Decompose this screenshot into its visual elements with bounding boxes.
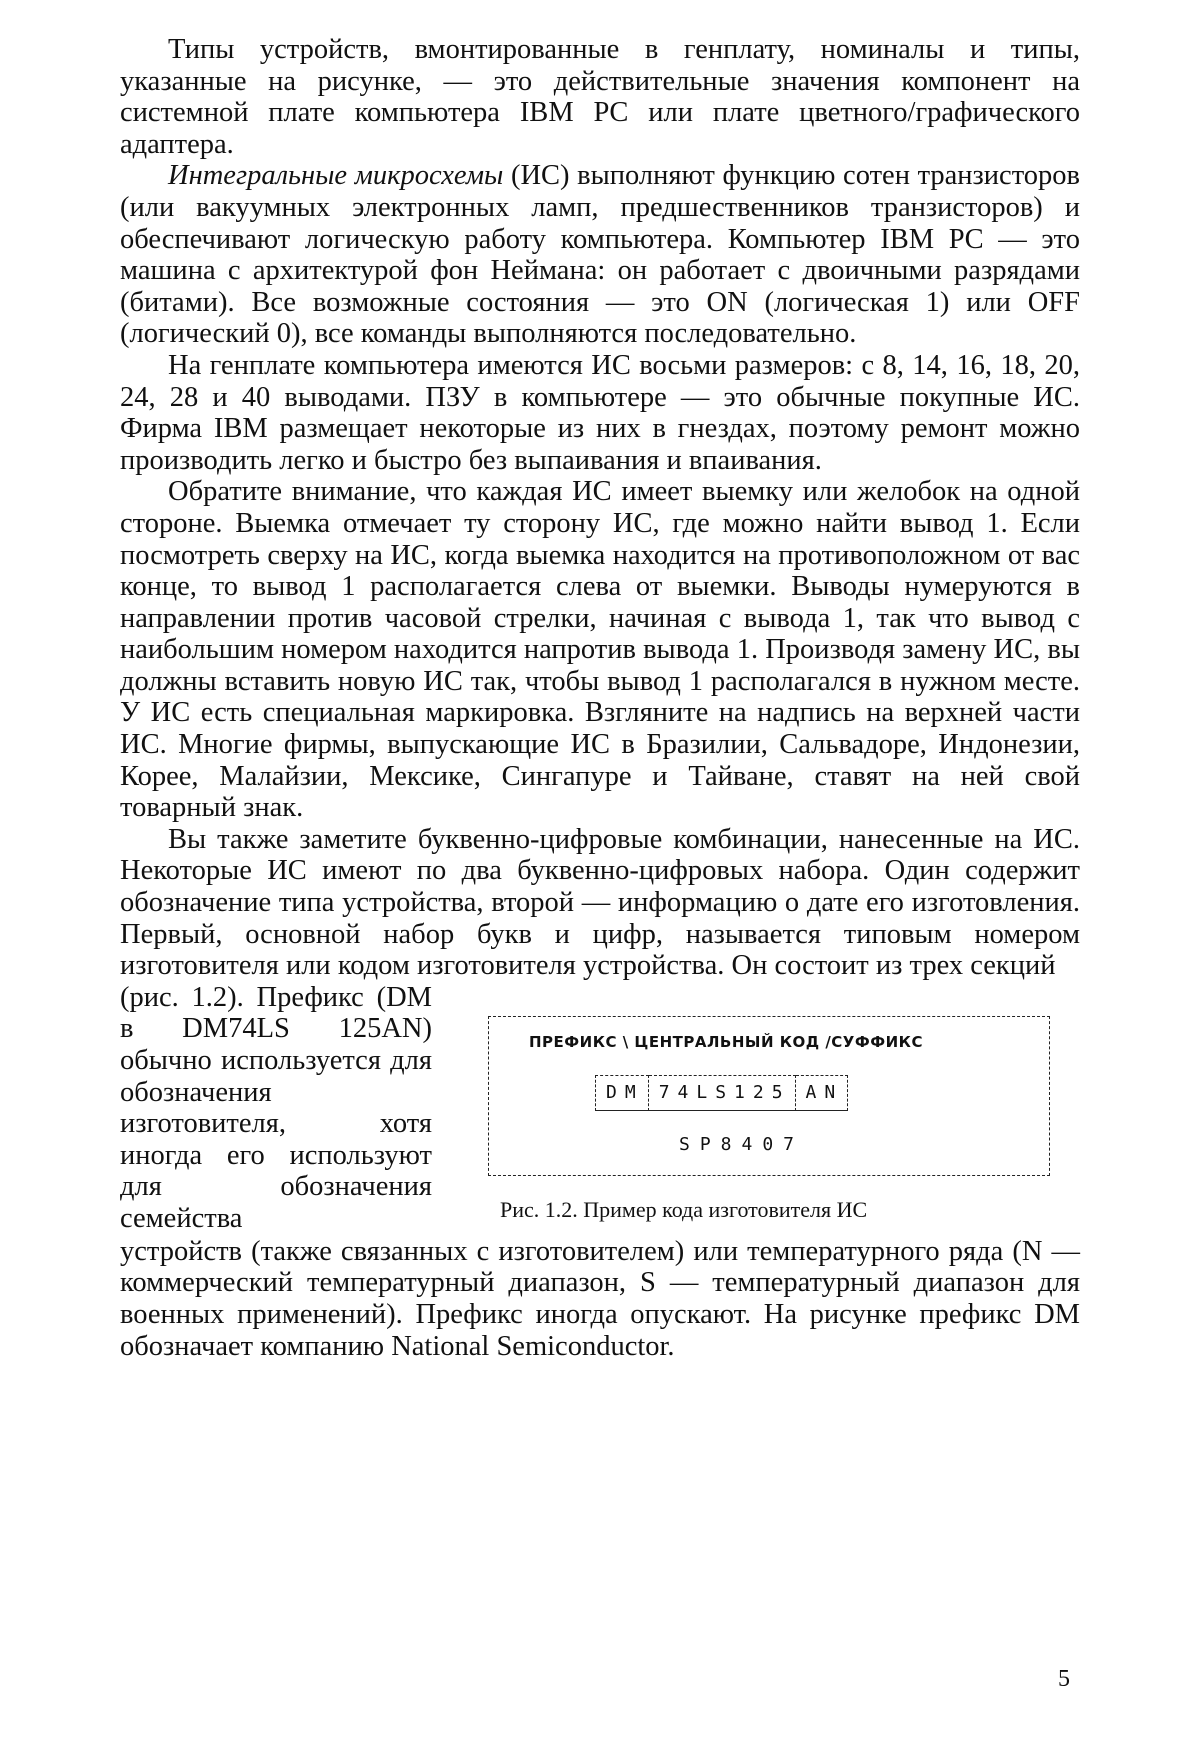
term-integrated-circuits: Интегральные микросхемы xyxy=(168,160,504,192)
paragraph-6-continued: устройств (также связанных с изготовителем) или температурного ряда (N — коммерческий температурный диапазон, S — температурный диапазон для военных применений). Префикс иногда опускают. На рисунке префикс DM обозначает компанию National Semiconductor. xyxy=(120,1235,1080,1362)
paragraph-5: Вы также заметите буквенно-цифровые комбинации, нанесенные на ИС. Некоторые ИС имеют по два буквенно-цифровых набора. Один содержит обозначение типа устройства, второй — информацию о дате его изготовления. Первый, основной набор букв и цифр, называется типовым номером изготовителя или кодом изготовителя устройства. Он состоит из трех секций xyxy=(120,823,1080,982)
figure-caption: Рис. 1.2. Пример кода изготовителя ИС xyxy=(500,1196,868,1222)
figure-ic-code xyxy=(488,1016,1050,1176)
paragraph-2-text: (ИС) выполняют функцию сотен транзисторов (или вакуумных электронных ламп, предшественников транзисторов) и обеспечивают логическую работу компьютера. Компьютер IBM PC — это машина с архитектурой фон Неймана: он работает с двоичными разрядами (битами). Все возможные состояния — это ON (логическая 1) или OFF (логический 0), все команды выполняются последовательно. xyxy=(120,160,1080,350)
paragraph-4: Обратите внимание, что каждая ИС имеет выемку или желобок на одной стороне. Выемка отмечает ту сторону ИС, где можно найти вывод 1. Если посмотреть сверху на ИС, когда выемка находится на противоположном от вас конце, то вывод 1 располагается слева от выемки. Выводы нумеруются в направлении против часовой стрелки, начиная с вывода 1, так что вывод с наибольшим номером находится напротив вывода 1. Производя замену ИС, вы должны вставить новую ИС так, чтобы вывод 1 располагался в нужном месте. У ИС есть специальная маркировка. Взгляните на надпись на верхней части ИС. Многие фирмы, выпускающие ИС в Бразилии, Сальвадоре, Индонезии, Корее, Малайзии, Мексике, Сингапуре и Тайване, ставят на ней свой товарный знак. xyxy=(120,476,1080,824)
paragraph-6-wrapped: (рис. 1.2). Префикс (DM в DM74LS 125AN) обычно используется для обозначения изготовителя, хотя иногда его используют для обозначения семейства xyxy=(120,981,432,1234)
code-prefix: DM xyxy=(595,1075,649,1111)
paragraph-2 xyxy=(120,160,1080,350)
figure-header: ПРЕФИКС \ ЦЕНТРАЛЬНЫЙ КОД /СУФФИКС xyxy=(529,1032,923,1051)
paragraph-3: На генплате компьютера имеются ИС восьми размеров: с 8, 14, 16, 18, 20, 24, 28 и 40 выводами. ПЗУ в компьютере — это обычные покупные ИС. Фирма IBM размещает некоторые из них в гнездах, поэтому ремонт можно производить легко и быстро без выпаивания и впаивания. xyxy=(120,349,1080,476)
page-number: 5 xyxy=(1058,1666,1070,1692)
code-suffix: AN xyxy=(796,1075,849,1111)
date-code: SP8407 xyxy=(679,1133,805,1155)
code-box xyxy=(595,1073,951,1113)
paragraph-1: Типы устройств, вмонтированные в генплату, номиналы и типы, указанные на рисунке, — это действительные значения компонент на системной плате компьютера IBM PC или плате цветного/графического адаптера. xyxy=(120,34,1080,160)
code-central: 74LS125 xyxy=(649,1075,796,1111)
page-body xyxy=(120,34,1080,1362)
figure-wrap-row xyxy=(120,982,1080,1236)
